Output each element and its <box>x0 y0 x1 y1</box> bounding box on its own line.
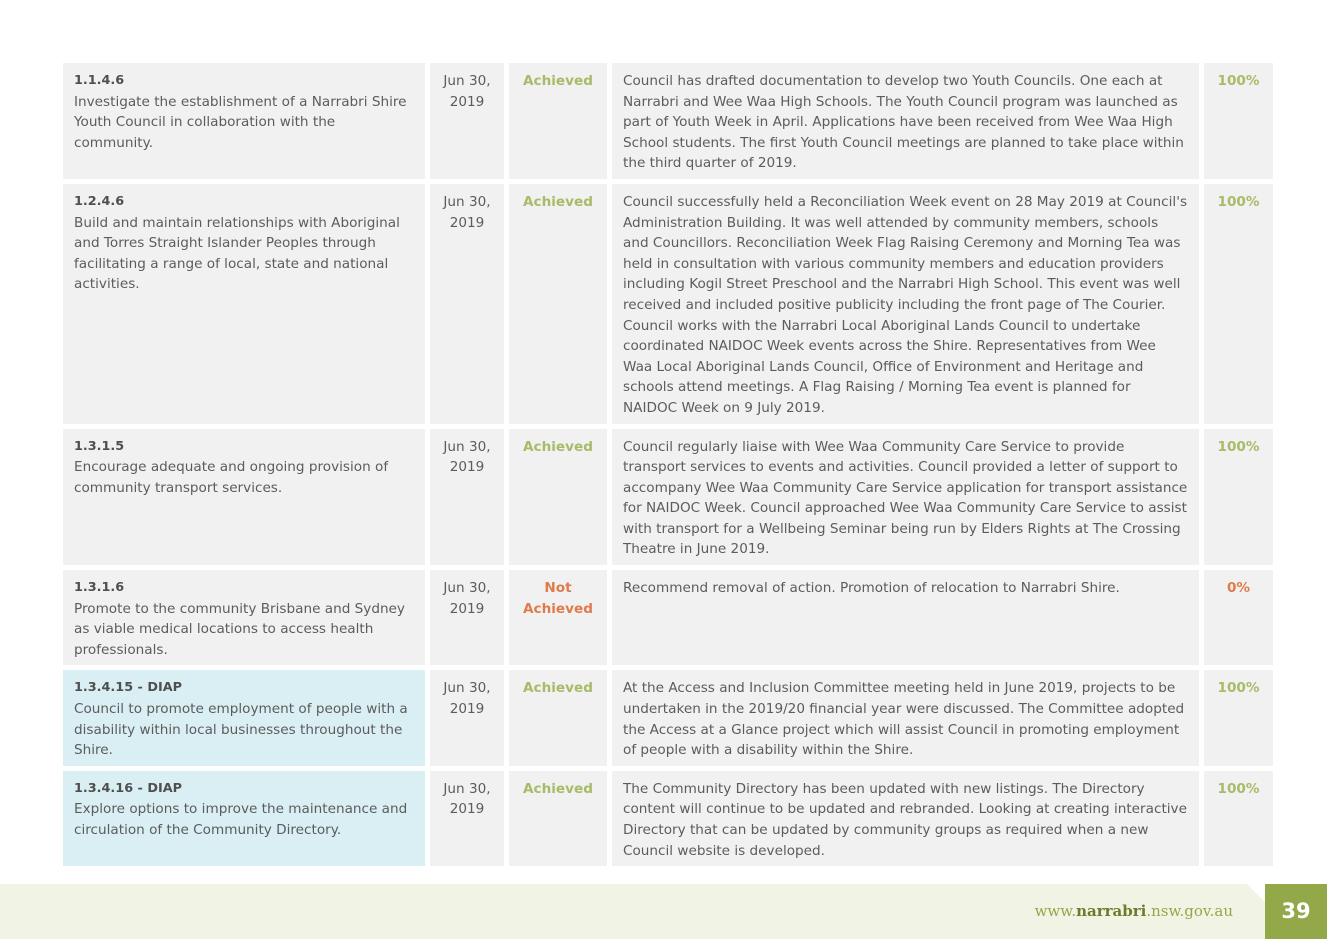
website-link[interactable] <box>1035 902 1233 920</box>
page-number-tab <box>1265 884 1327 939</box>
table-row <box>63 570 1273 665</box>
url-suffix: .nsw.gov.au <box>1146 902 1233 920</box>
due-date: Jun 30, 2019 <box>430 570 504 665</box>
action-description: Council to promote employment of people with a disability within local businesses throughout the Shire. <box>74 701 408 759</box>
progress-percent: 100% <box>1204 63 1273 179</box>
comment-text: At the Access and Inclusion Committee meeting held in June 2019, projects to be undertaken in the 2019/20 financial year were discussed. The Committee adopted the Access at a Glance project which will assist Council in promoting employment of people with a disability within the Shire. <box>612 670 1199 765</box>
tab-notch <box>1247 884 1265 902</box>
status-label: Achieved <box>509 670 607 765</box>
table-row <box>63 63 1273 179</box>
progress-percent: 100% <box>1204 184 1273 424</box>
action-description: Explore options to improve the maintenance and circulation of the Community Directory. <box>74 801 408 838</box>
action-code: 1.2.4.6 <box>74 193 125 209</box>
due-date: Jun 30, 2019 <box>430 63 504 179</box>
table-row <box>63 184 1273 424</box>
action-cell <box>63 429 425 566</box>
action-cell <box>63 184 425 424</box>
action-cell <box>63 63 425 179</box>
comment-text: Recommend removal of action. Promotion of relocation to Narrabri Shire. <box>612 570 1199 665</box>
status-label: Not Achieved <box>509 570 607 665</box>
action-description: Investigate the establishment of a Narrabri Shire Youth Council in collaboration with the community. <box>74 93 407 151</box>
status-label: Achieved <box>509 63 607 179</box>
due-date: Jun 30, 2019 <box>430 429 504 566</box>
table-row <box>63 771 1273 866</box>
action-report-table <box>58 58 1278 871</box>
progress-percent: 100% <box>1204 771 1273 866</box>
page-footer <box>0 884 1327 939</box>
action-description: Build and maintain relationships with Aboriginal and Torres Straight Islander Peoples through facilitating a range of local, state and national activities. <box>74 214 400 293</box>
page-number: 39 <box>1281 899 1311 923</box>
comment-text: The Community Directory has been updated with new listings. The Directory content will continue to be updated and rebranded. Looking at creating interactive Directory that can be updated by community groups as required when a new Council website is developed. <box>612 771 1199 866</box>
comment-text: Council has drafted documentation to develop two Youth Councils. One each at Narrabri and Wee Waa High Schools. The Youth Council program was launched as part of Youth Week in April. Applications have been received from Wee Waa High School students. The first Youth Council meetings are planned to take place within the third quarter of 2019. <box>612 63 1199 179</box>
due-date: Jun 30, 2019 <box>430 670 504 765</box>
table-row <box>63 429 1273 566</box>
due-date: Jun 30, 2019 <box>430 184 504 424</box>
status-label: Achieved <box>509 771 607 866</box>
action-code: 1.3.4.16 - DIAP <box>74 780 182 796</box>
comment-text: Council regularly liaise with Wee Waa Community Care Service to provide transport services to events and activities. Council provided a letter of support to accompany Wee Waa Community Care Service application for transport assistance for NAIDOC Week. Council approached Wee Waa Community Care Service to assist with transport for a Wellbeing Seminar being run by Elders Rights at The Crossing Theatre in June 2019. <box>612 429 1199 566</box>
status-label: Achieved <box>509 429 607 566</box>
progress-percent: 0% <box>1204 570 1273 665</box>
url-prefix: www. <box>1034 902 1077 920</box>
action-cell <box>63 570 425 665</box>
progress-percent: 100% <box>1204 429 1273 566</box>
comment-text: Council successfully held a Reconciliation Week event on 28 May 2019 at Council's Administration Building. It was well attended by community members, schools and Councillors. Reconciliation Week Flag Raising Ceremony and Morning Tea was held in consultation with various community members and education providers including Kogil Street Preschool and the Narrabri High School. This event was well received and included positive publicity including the front page of The Courier. Council works with the Narrabri Local Aboriginal Lands Council to undertake coordinated NAIDOC Week events across the Shire. Representatives from Wee Waa Local Aboriginal Lands Council, Office of Environment and Heritage and schools attend meetings. A Flag Raising / Morning Tea event is planned for NAIDOC Week on 9 July 2019. <box>612 184 1199 424</box>
progress-percent: 100% <box>1204 670 1273 765</box>
action-description: Promote to the community Brisbane and Sydney as viable medical locations to access health professionals. <box>74 600 405 658</box>
action-code: 1.3.1.5 <box>74 438 125 454</box>
due-date: Jun 30, 2019 <box>430 771 504 866</box>
action-code: 1.1.4.6 <box>74 73 125 88</box>
status-label: Achieved <box>509 184 607 424</box>
action-code: 1.3.4.15 - DIAP <box>74 680 182 696</box>
action-cell <box>63 771 425 866</box>
action-description: Encourage adequate and ongoing provision of community transport services. <box>74 459 389 496</box>
table-row <box>63 670 1273 765</box>
action-code: 1.3.1.6 <box>74 580 125 596</box>
action-cell <box>63 670 425 765</box>
url-domain: narrabri <box>1076 902 1147 920</box>
